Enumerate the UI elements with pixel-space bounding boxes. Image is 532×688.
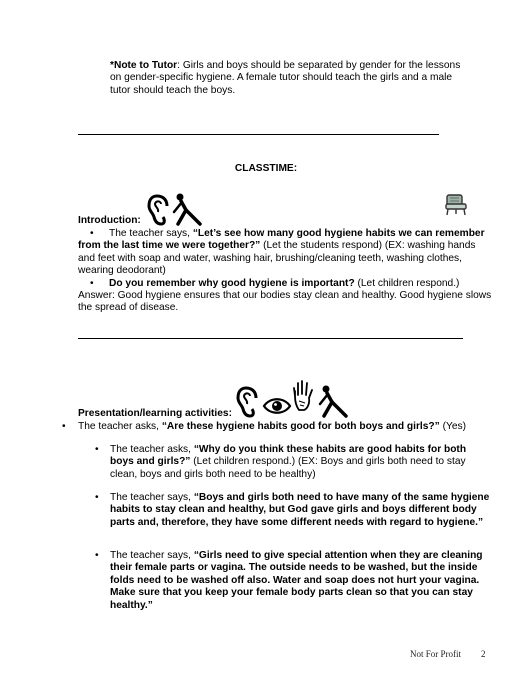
intro-bullet-1-post: (Let the students respond) (EX: washing hands and feet with soap and water, washing hair, brushing/cleaning teeth, washing clothes, wearing deodorant) [78, 240, 476, 277]
intro-bullet-1 [78, 228, 486, 278]
ear-icon [236, 386, 262, 418]
presentation-item-1-post: (Yes) [439, 421, 466, 432]
intro-bullet-1-pre: The teacher says, [109, 228, 193, 239]
bullet-dot: • [95, 550, 99, 561]
presentation-item-4-bold: “Girls need to give special attention when they are cleaning their female parts or vagina. The outside needs to be washed, but the inside folds need to be washed off also. Water and soap does not hurt your vagina. Make sure that you keep your female body parts clean so that you can stay healthy.” [110, 550, 483, 611]
tutor-note-label: *Note to Tutor [110, 60, 178, 71]
intro-bullet-2-post: (Let children respond.) [354, 278, 460, 289]
intro-answer: Answer: Good hygiene ensures that our bodies stay clean and healthy. Good hygiene slows the spread of disease. [78, 290, 492, 314]
bullet-dot: • [95, 444, 99, 455]
page-number: 2 [481, 649, 486, 659]
presentation-item-2 [110, 444, 490, 481]
presentation-item-1 [78, 421, 518, 433]
footer-text: Not For Profit [410, 649, 462, 659]
tutor-note-text: : Girls and boys should be separated by gender for the lessons on gender-specific hygiene. A female tutor should teach the girls and a male tutor should teach the boys. [110, 60, 461, 96]
eye-icon [262, 396, 292, 416]
presentation-item-3 [110, 492, 492, 529]
stretching-figure-icon [318, 384, 350, 418]
tutor-note [110, 60, 470, 97]
hand-icon [292, 380, 316, 412]
presentation-item-1-bold: “Are these hygiene habits good for both boys and girls?” [161, 421, 440, 432]
introduction-heading: Introduction: [78, 215, 141, 226]
presentation-item-3-bold: “Boys and girls both need to have many of the same hygiene habits to stay clean and healthy, but God gave girls and boys different body parts and, therefore, they have some different needs with regard to hygiene.” [110, 492, 490, 528]
intro-bullet-2-bold: Do you remember why good hygiene is important? [109, 278, 355, 289]
classtime-heading: CLASSTIME: [234, 163, 298, 174]
stretching-figure-icon [172, 192, 204, 226]
bullet-dot: • [62, 421, 66, 432]
intro-bullet-2 [78, 278, 498, 290]
section-divider [78, 134, 439, 135]
chair-icon [444, 192, 468, 216]
section-divider [78, 338, 463, 339]
bullet-dot: • [95, 492, 99, 503]
presentation-item-3-pre: The teacher says, [110, 492, 194, 503]
presentation-item-2-pre: The teacher asks, [110, 444, 194, 455]
presentation-item-4-pre: The teacher says, [110, 550, 194, 561]
ear-icon [147, 194, 173, 226]
bullet-dot: • [90, 228, 94, 239]
bullet-dot: • [90, 278, 94, 289]
presentation-item-1-pre: The teacher asks, [78, 421, 162, 432]
presentation-item-2-bold: “Why do you think these habits are good habits for both boys and girls?” [110, 444, 467, 468]
presentation-item-4 [110, 550, 496, 612]
presentation-item-2-post: (Let children respond.) (EX: Boys and girls both need to stay clean, boys and girls both need to be healthy) [110, 456, 466, 480]
intro-bullet-1-bold: “Let’s see how many good hygiene habits we can remember from the last time we were together?” [78, 228, 485, 252]
presentation-heading: Presentation/learning activities: [78, 408, 232, 419]
